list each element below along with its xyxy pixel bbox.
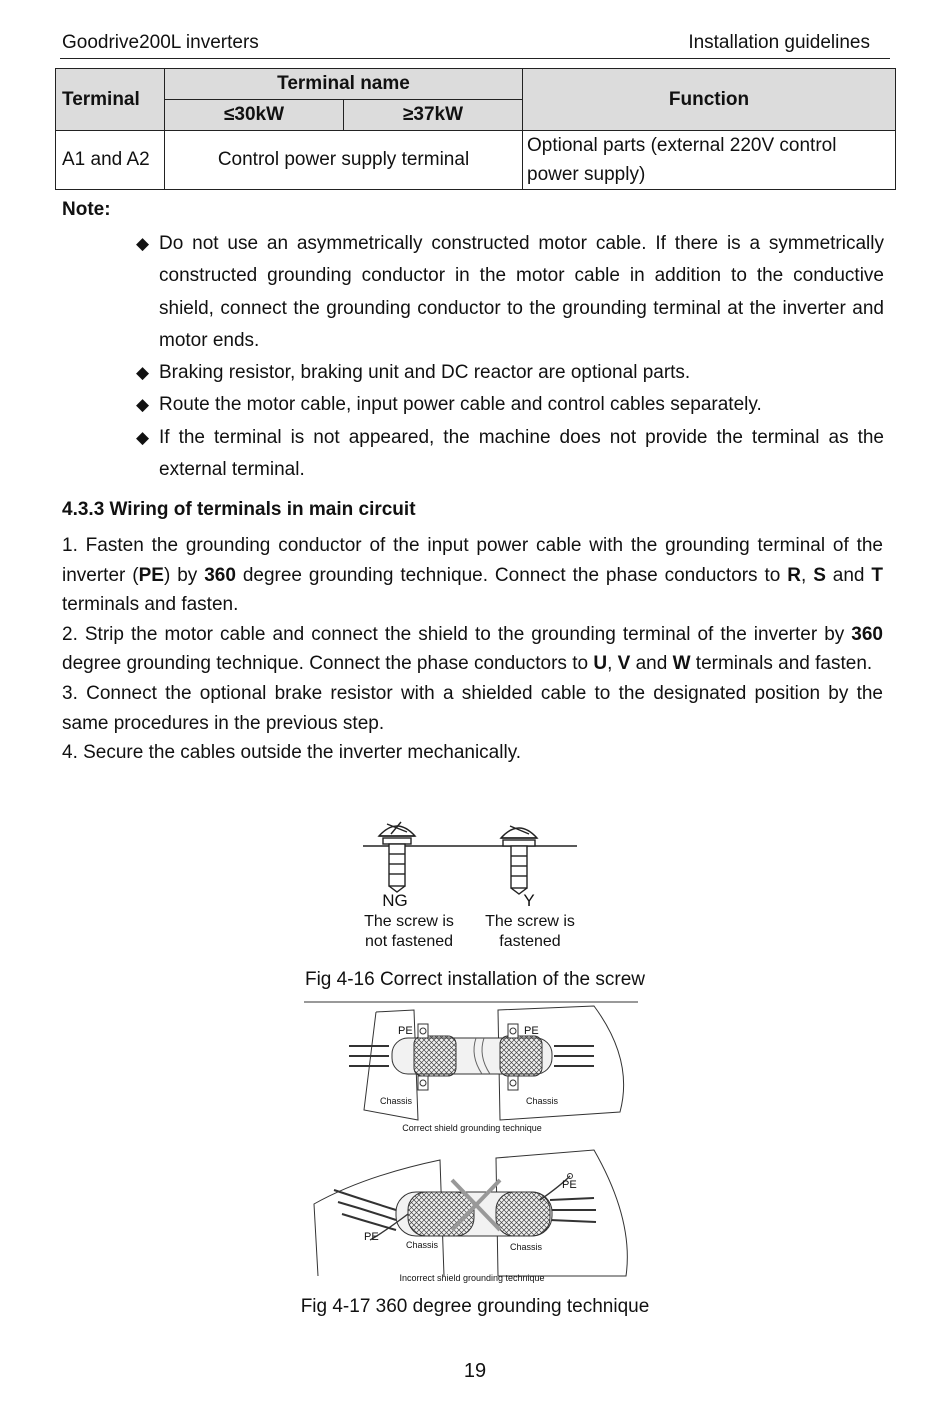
screw-not-fastened-icon — [379, 822, 415, 892]
pe-label-top-left: PE — [398, 1025, 413, 1037]
step-1: 1. Fasten the grounding conductor of the input power cable with the grounding terminal of the inverter (PE) by 360 degree grounding technique. Connect the phase conductors to R, S and T terminals and fasten. — [62, 535, 884, 616]
list-item: ◆ If the terminal is not appeared, the machine does not provide the terminal as the external terminal. — [136, 422, 884, 487]
wiring-steps — [62, 531, 883, 768]
label-ng: NG — [382, 891, 408, 910]
header-ge37kw: ≥37kW — [344, 100, 523, 131]
function-line-1: Optional parts (external 220V control — [527, 135, 837, 156]
pe-label-bottom-left: PE — [364, 1231, 379, 1243]
incorrect-grounding-drawing — [314, 1150, 627, 1276]
note-title: Note: — [62, 199, 111, 220]
cell-terminal-name: Control power supply terminal — [165, 131, 523, 190]
header-le30kw: ≤30kW — [165, 100, 344, 131]
pe-label-bottom-right: PE — [562, 1179, 577, 1191]
cell-function — [523, 131, 896, 190]
header-product: Goodrive200L inverters — [62, 32, 259, 53]
chassis-label-top-right: Chassis — [526, 1096, 559, 1106]
screw-installation-figure — [355, 812, 595, 954]
function-line-2: power supply) — [527, 164, 646, 185]
terminal-table — [55, 68, 896, 190]
section-heading: 4.3.3 Wiring of terminals in main circuit — [62, 499, 416, 520]
label-fastened-1: The screw is — [485, 913, 575, 930]
chassis-label-bottom-left: Chassis — [406, 1240, 439, 1250]
diamond-bullet-icon: ◆ — [136, 363, 150, 383]
header-function: Function — [523, 69, 896, 131]
table-row — [56, 131, 896, 190]
header-terminal: Terminal — [56, 69, 165, 131]
correct-technique-label: Correct shield grounding technique — [402, 1123, 542, 1133]
label-not-fastened-2: not fastened — [364, 933, 454, 950]
page-number: 19 — [463, 1360, 487, 1382]
pe-label-top-right: PE — [524, 1025, 539, 1037]
list-item: ◆ Braking resistor, braking unit and DC reactor are optional parts. — [136, 357, 884, 389]
label-y: Y — [523, 891, 535, 910]
label-fastened-2: fastened — [499, 933, 561, 950]
step-2: 2. Strip the motor cable and connect the shield to the grounding terminal of the inverter by 360 degree grounding technique. Connect the phase conductors to U, V and W terminals and fasten. — [62, 623, 883, 675]
header-chapter: Installation guidelines — [688, 32, 870, 53]
grounding-technique-figure — [304, 1000, 644, 1290]
header-terminal-name: Terminal name — [165, 69, 523, 100]
list-item: ◆ Do not use an asymmetrically constructed motor cable. If there is a symmetrically constructed grounding conductor in the motor cable in addition to the conductive shield, connect the grounding conductor to the grounding terminal at the inverter and motor ends. — [136, 228, 884, 357]
figure-caption-4-17: Fig 4-17 360 degree grounding technique — [300, 1296, 650, 1317]
figure-caption-4-16: Fig 4-16 Correct installation of the screw — [304, 969, 646, 990]
diamond-bullet-icon: ◆ — [136, 427, 150, 447]
cell-terminal: A1 and A2 — [56, 131, 165, 190]
page-header — [60, 30, 890, 59]
table-header-row — [56, 69, 896, 100]
note-list — [136, 228, 884, 486]
chassis-label-bottom-right: Chassis — [510, 1242, 543, 1252]
chassis-label-top-left: Chassis — [380, 1096, 413, 1106]
diamond-bullet-icon: ◆ — [136, 234, 150, 253]
diamond-bullet-icon: ◆ — [136, 395, 150, 415]
incorrect-technique-label: Incorrect shield grounding technique — [399, 1273, 545, 1283]
screw-fastened-icon — [501, 826, 537, 894]
step-3: 3. Connect the optional brake resistor with a shielded cable to the designated position by the same procedures in the previous step. — [62, 682, 883, 734]
step-4: 4. Secure the cables outside the inverter mechanically. — [62, 742, 522, 764]
label-not-fastened-1: The screw is — [364, 913, 454, 930]
list-item: ◆ Route the motor cable, input power cable and control cables separately. — [136, 389, 884, 421]
